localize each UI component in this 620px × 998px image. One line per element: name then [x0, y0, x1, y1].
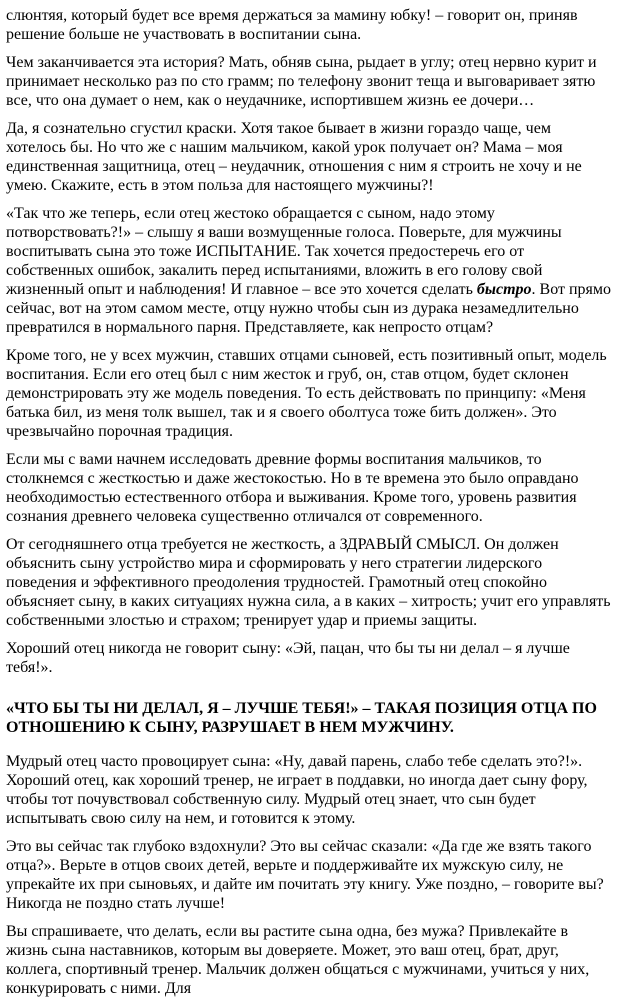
paragraph	[6, 204, 612, 337]
paragraph	[6, 6, 612, 44]
text-segment: Чем заканчивается эта история? Мать, обняв сына, рыдает в углу; отец нервно курит и принимает несколько раз по сто грамм; по телефону звонит теща и выговаривает зятю все, что она думает о нем, как о неудачнике, испортившем жизнь ее дочери…	[6, 54, 597, 109]
text-segment: слюнтяя, который будет все время держаться за мамину юбку! – говорит он, приняв решение больше не участвовать в воспитании сына.	[6, 7, 578, 43]
paragraph	[6, 535, 612, 630]
text-segment: быстро	[476, 281, 532, 298]
paragraph	[6, 639, 612, 677]
text-segment: . Вот прямо сейчас, вот на этом самом месте, отцу нужно чтобы сын из дурака незамедлительно превратился в нормального парня. Представляете, как непросто отцам?	[6, 281, 612, 336]
paragraph	[6, 53, 612, 110]
text-segment: Мудрый отец часто провоцирует сына: «Ну, давай парень, слабо тебе сделать это?!». Хороший отец, как хороший тренер, не играет в поддавки, но иногда дает сыну фору, чтобы тот почувствовал собственную силу. Мудрый отец знает, что сын будет испытывать свою силу на нем, и готовится к этому.	[6, 753, 588, 827]
text-segment: От сегодняшнего отца требуется не жесткость, а ЗДРАВЫЙ СМЫСЛ. Он должен объяснить сыну устройство мира и сформировать у него стратегии лидерского поведения и эффективного преодоления трудностей. Грамотный отец спокойно объясняет сыну, в каких ситуациях нужна сила, а в каких – хитрость; учит его управлять собственными злостью и страхом; тренирует удар и приемы защиты.	[6, 536, 611, 629]
paragraph	[6, 346, 612, 441]
text-segment: Это вы сейчас так глубоко вздохнули? Это вы сейчас сказали: «Да где же взять такого отца?». Верьте в отцов своих детей, верьте и поддерживайте их мужскую силу, не упрекайте их при сыновьях, и дайте им почитать эту книгу. Уже поздно, – говорите вы? Никогда не поздно стать лучше!	[6, 838, 604, 912]
paragraph	[6, 450, 612, 526]
text-segment: «ЧТО БЫ ТЫ НИ ДЕЛАЛ, Я – ЛУЧШЕ ТЕБЯ!» – ТАКАЯ ПОЗИЦИЯ ОТЦА ПО ОТНОШЕНИЮ К СЫНУ, РАЗРУШАЕТ В НЕМ МУЖЧИНУ.	[6, 700, 597, 736]
text-segment: Если мы с вами начнем исследовать древние формы воспитания мальчиков, то столкнемся с жесткостью и даже жестокостью. Но в те времена это было оправдано необходимостью естественного отбора и выживания. Кроме того, уровень развития сознания древнего человека существенно отличался от современного.	[6, 451, 579, 525]
text-segment: «Так что же теперь, если отец жестоко обращается с сыном, надо этому потворствовать?!» – слышу я ваши возмущенные голоса. Поверьте, для мужчины воспитывать сына это тоже ИСПЫТАНИЕ. Так хочется предостеречь его от собственных ошибок, закалить перед испытаниями, вложить в его голову свой жизненный опыт и наблюдения! И главное – все это хочется сделать	[6, 205, 562, 298]
paragraph	[6, 119, 612, 195]
text-segment: Вы спрашиваете, что делать, если вы растите сына одна, без мужа? Привлекайте в жизнь сына наставников, которым вы доверяете. Может, это ваш отец, брат, друг, коллега, спортивный тренер. Мальчик должен общаться с мужчинами, учиться у них, конкурировать с ними. Для	[6, 923, 590, 997]
text-segment: Хороший отец никогда не говорит сыну: «Эй, пацан, что бы ты ни делал – я лучше тебя!».	[6, 640, 570, 676]
text-segment: Кроме того, не у всех мужчин, ставших отцами сыновей, есть позитивный опыт, модель воспитания. Если его отец был с ним жесток и груб, он, став отцом, будет склонен демонстрировать эту же модель поведения. То есть действовать по принципу: «Меня батька бил, из меня толк вышел, так и я своего оболтуса тоже бить должен». Это чрезвычайно порочная традиция.	[6, 347, 607, 440]
text-segment: Да, я сознательно сгустил краски. Хотя такое бывает в жизни гораздо чаще, чем хотелось бы. Но что же с нашим мальчиком, какой урок получает он? Мама – моя единственная защитница, отец – неудачник, отношения с ним я строить не хочу и не умею. Скажите, есть в этом польза для настоящего мужчины?!	[6, 120, 582, 194]
paragraph	[6, 922, 612, 998]
paragraph	[6, 837, 612, 913]
heading-paragraph	[6, 699, 612, 737]
paragraph	[6, 752, 612, 828]
